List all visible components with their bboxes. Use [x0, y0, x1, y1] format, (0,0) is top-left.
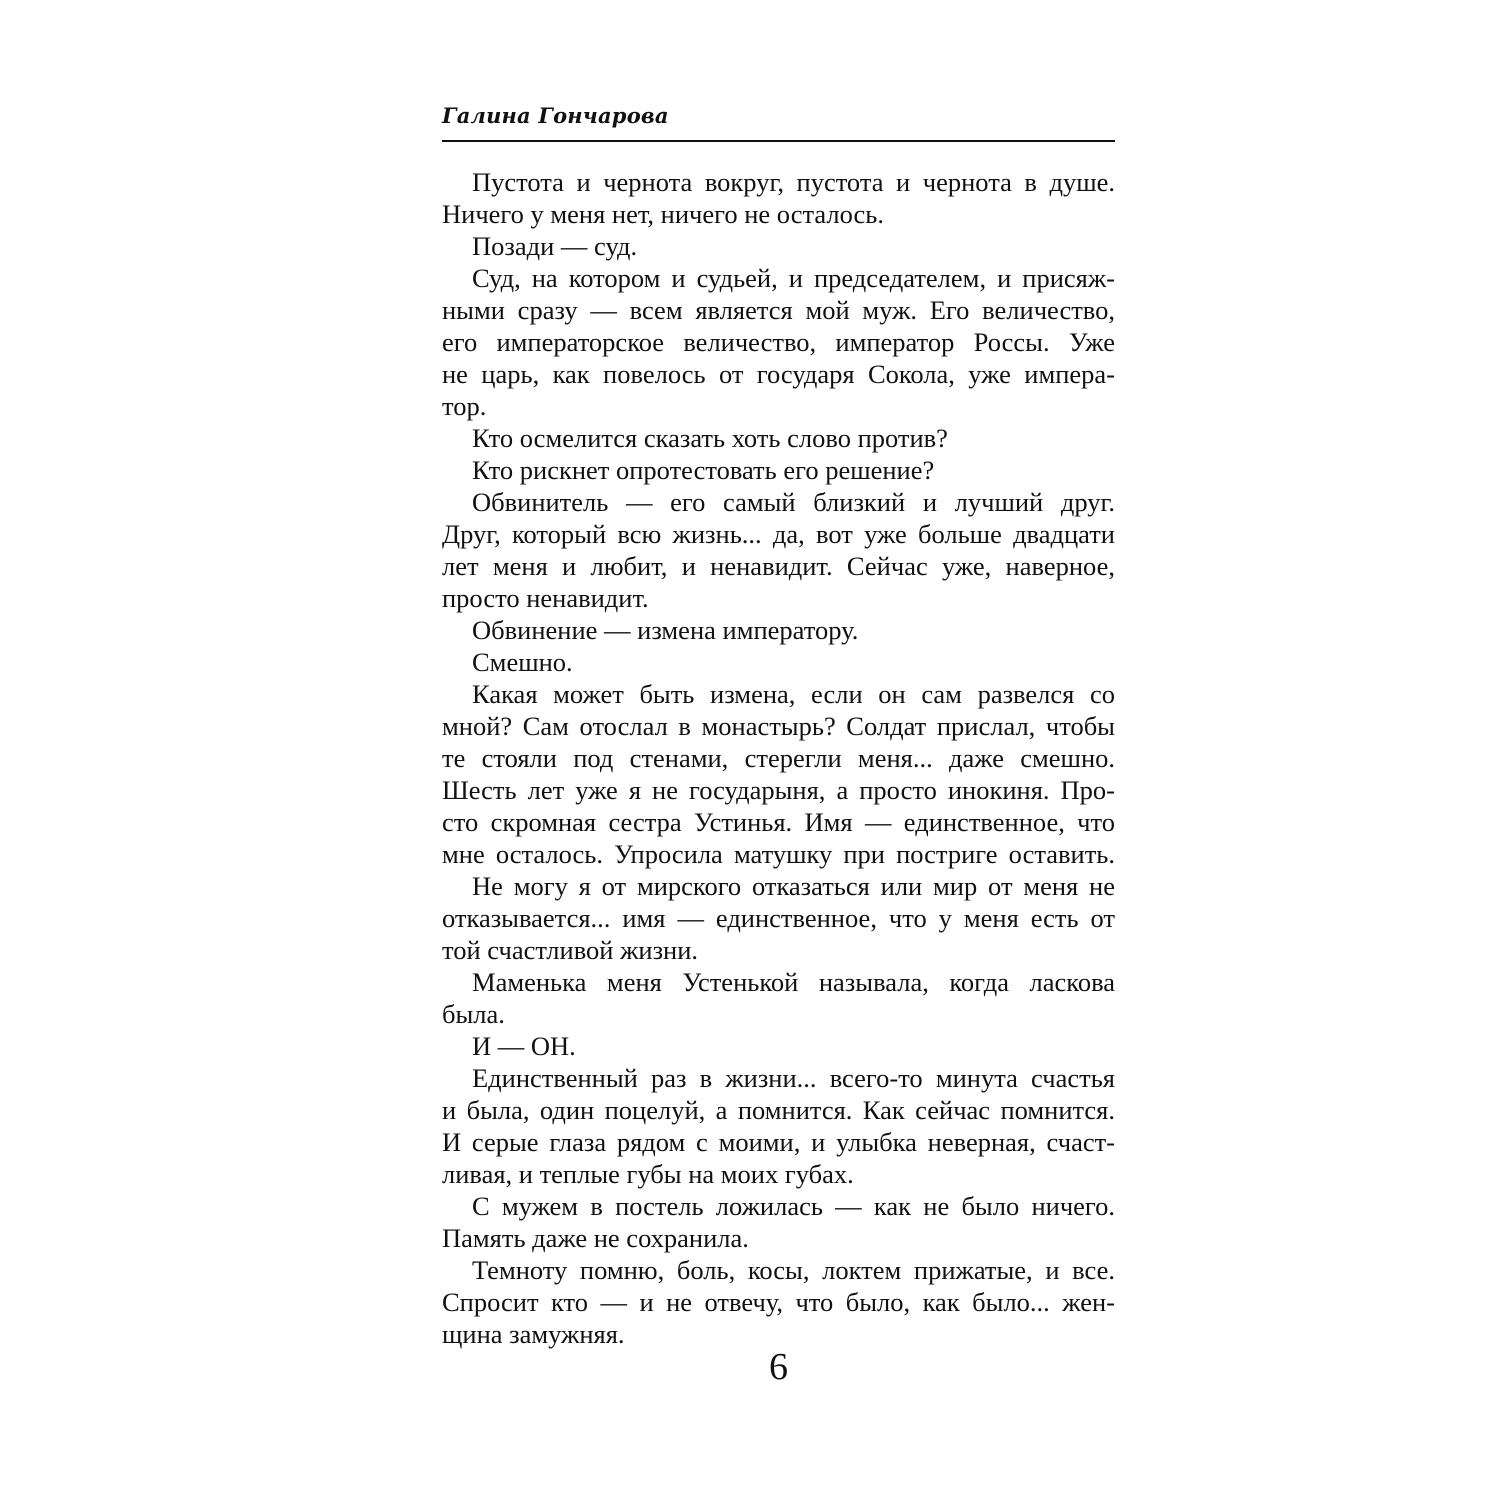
- text-line: Темноту помню, боль, косы, локтем прижатые, и все.: [472, 1255, 1115, 1285]
- text-line: ными сразу — всем является мой муж. Его величество,: [442, 295, 1115, 325]
- text-line: С мужем в постель ложилась — как не было ничего.: [472, 1191, 1115, 1221]
- text-line: и была, один поцелуй, а помнится. Как сейчас помнится.: [442, 1095, 1115, 1125]
- text-line: Маменька меня Устенькой называла, когда ласкова: [472, 967, 1115, 997]
- text-line: ливая, и теплые губы на моих губах.: [442, 1159, 854, 1189]
- text-line: Кто осмелится сказать хоть слово против?: [472, 423, 948, 453]
- body-text: [442, 166, 1115, 1350]
- text-line: отказывается... имя — единственное, что у меня есть от: [442, 903, 1115, 933]
- text-line: просто ненавидит.: [442, 583, 649, 613]
- text-line: щина замужняя.: [442, 1319, 625, 1349]
- text-line: Не могу я от мирского отказаться или мир от меня не: [472, 871, 1115, 901]
- text-line: Смешно.: [472, 647, 573, 677]
- text-line: Какая может быть измена, если он сам развелся со: [472, 679, 1115, 709]
- text-line: мной? Сам отослал в монастырь? Солдат прислал, чтобы: [442, 711, 1115, 741]
- text-line: Ничего у меня нет, ничего не осталось.: [442, 199, 884, 229]
- text-line: Единственный раз в жизни... всего-то минута счастья: [472, 1063, 1115, 1093]
- text-line: мне осталось. Упросила матушку при постриге оставить.: [442, 839, 1115, 869]
- text-line: не царь, как повелось от государя Сокола, уже импера-: [442, 359, 1115, 389]
- text-line: Спросит кто — и не отвечу, что было, как было... жен-: [442, 1287, 1115, 1317]
- text-line: Обвинение — измена императору.: [472, 615, 859, 645]
- page-number: 6: [769, 1346, 788, 1388]
- text-line: И серые глаза рядом с моими, и улыбка неверная, счаст-: [442, 1127, 1115, 1157]
- text-line: тор.: [442, 391, 487, 421]
- text-line: Обвинитель — его самый близкий и лучший друг.: [472, 487, 1115, 517]
- text-line: Пустота и чернота вокруг, пустота и чернота в душе.: [472, 167, 1115, 197]
- text-line: сто скромная сестра Устинья. Имя — единственное, что: [442, 807, 1115, 837]
- text-line: лет меня и любит, и ненавидит. Сейчас уже, наверное,: [442, 551, 1115, 581]
- text-line: его императорское величество, император Россы. Уже: [442, 327, 1115, 357]
- running-head-author: Галина Гончарова: [442, 103, 669, 128]
- text-line: Друг, который всю жизнь... да, вот уже больше двадцати: [442, 519, 1115, 549]
- text-line: Позади — суд.: [472, 231, 638, 261]
- text-line: Память даже не сохранила.: [442, 1223, 749, 1253]
- text-line: была.: [442, 999, 505, 1029]
- text-line: И — ОН.: [472, 1031, 576, 1061]
- text-line: Шесть лет уже я не государыня, а просто инокиня. Про-: [442, 775, 1115, 805]
- text-line: Суд, на котором и судьей, и председателем, и присяж-: [472, 263, 1115, 293]
- text-line: Кто рискнет опротестовать его решение?: [472, 455, 935, 485]
- text-line: те стояли под стенами, стерегли меня... даже смешно.: [442, 743, 1115, 773]
- header-rule: [442, 140, 1115, 142]
- text-line: той счастливой жизни.: [442, 935, 699, 965]
